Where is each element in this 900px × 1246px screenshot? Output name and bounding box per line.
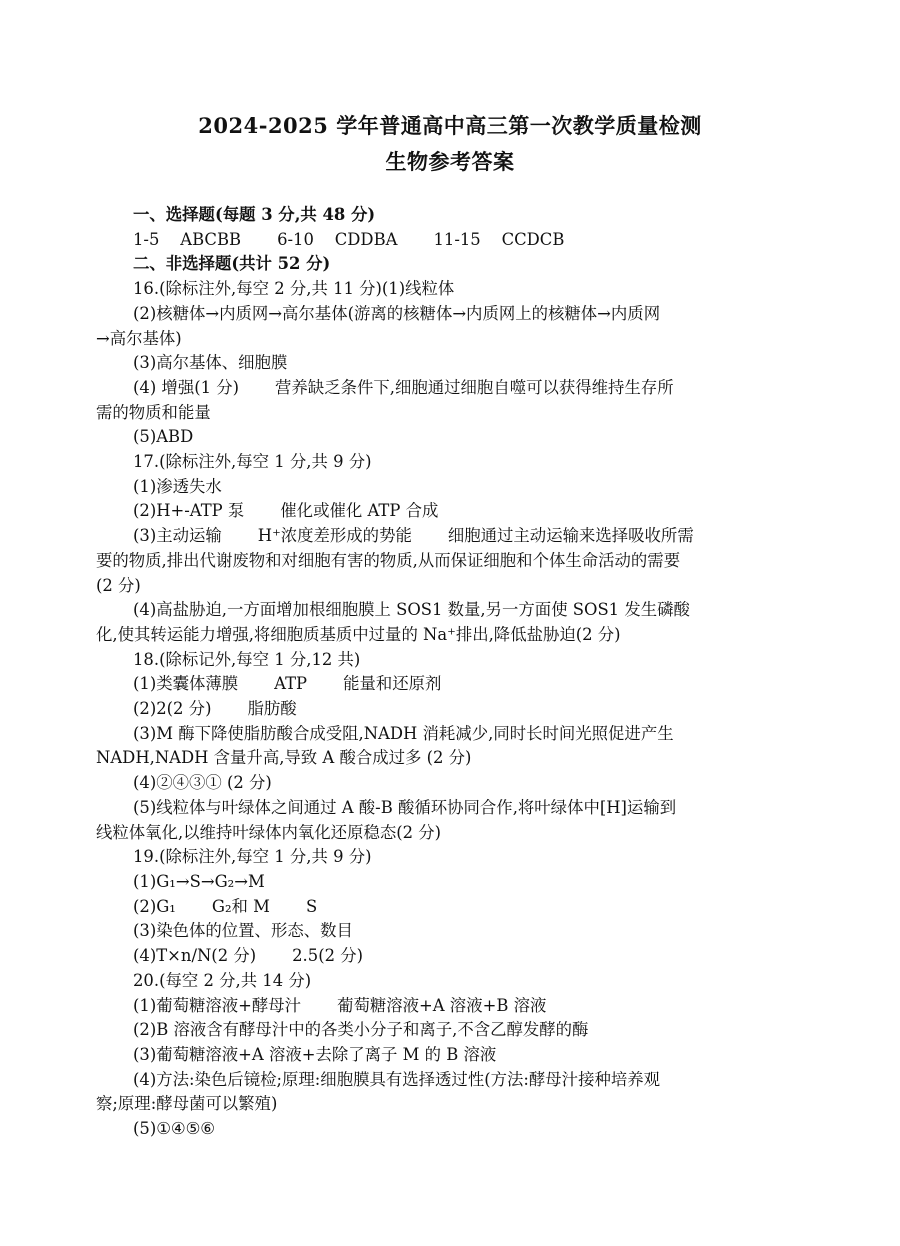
q16-part2-line2: →高尔基体) [96,328,182,348]
q18-part2 [96,697,818,722]
q18-part1-c: 能量和还原剂 [343,674,442,694]
q19-part4-a: (4)T×n/N(2 分) [133,946,257,966]
q16-part3: (3)高尔基体、细胞膜 [133,353,288,373]
q18-part1-b: ATP [274,674,308,694]
q17-part4-line2: 化,使其转运能力增强,将细胞质基质中过量的 Na⁺排出,降低盐胁迫(2 分) [96,624,621,644]
q16-part4-line2: 需的物质和能量 [96,402,211,422]
section1-heading: 一、选择题(每题 3 分,共 48 分) [133,205,376,224]
choice-value-2: CDDBA [334,229,398,249]
q18-part1 [96,672,818,697]
page-subtitle: 生物参考答案 [385,149,515,174]
q19-part2-b: G₂和 M [211,896,270,916]
q19-part4-b: 2.5(2 分) [292,946,364,966]
q17-part2-b: 催化或催化 ATP 合成 [280,501,439,521]
q16-part2-line1: (2)核糖体→内质网→高尔基体(游离的核糖体→内质网上的核糖体→内质网 [133,303,661,323]
q19-head: 19.(除标注外,每空 1 分,共 9 分) [133,847,372,867]
q17-part3-a: (3)主动运输 [133,526,222,546]
answer-body [96,203,818,1142]
q18-part1-a: (1)类囊体薄膜 [133,674,239,694]
q16-part4-b: 营养缺乏条件下,细胞通过细胞自噬可以获得维持生存所 [275,377,674,397]
q16-part4-a: (4) 增强(1 分) [133,377,240,397]
q20-part4-line1: (4)方法:染色后镜检;原理:细胞膜具有选择透过性(方法:酵母汁接种培养观 [133,1069,661,1089]
q19-part2 [96,895,818,920]
choice-value-3: CCDCB [501,229,565,249]
q17-part3-line1 [96,524,818,549]
q19-part2-a: (2)G₁ [133,896,176,916]
choice-range-3: 11-15 [433,229,481,249]
q20-part1-a: (1)葡萄糖溶液+酵母汁 [133,995,302,1015]
q20-part3: (3)葡萄糖溶液+A 溶液+去除了离子 M 的 B 溶液 [133,1044,497,1064]
q17-part3-b: H⁺浓度差形成的势能 [257,526,412,546]
q17-part2-a: (2)H+-ATP 泵 [133,501,245,521]
q18-part5-line1: (5)线粒体与叶绿体之间通过 A 酸-B 酸循环协同合作,将叶绿体中[H]运输到 [133,797,677,817]
q20-part2: (2)B 溶液含有酵母汁中的各类小分子和离子,不含乙醇发酵的酶 [133,1020,589,1040]
q18-head: 18.(除标记外,每空 1 分,12 共) [133,649,361,669]
section2-heading: 二、非选择题(共计 52 分) [133,254,331,274]
q16-head: 16.(除标注外,每空 2 分,共 11 分)(1)线粒体 [133,279,455,299]
q18-part4: (4)②④③① (2 分) [133,773,272,793]
choice-range-1: 1-5 [133,229,160,249]
q20-part1-b: 葡萄糖溶液+A 溶液+B 溶液 [337,995,547,1015]
q17-head: 17.(除标注外,每空 1 分,共 9 分) [133,452,372,472]
q18-part2-a: (2)2(2 分) [133,699,212,719]
q18-part3-line2: NADH,NADH 含量升高,导致 A 酸合成过多 (2 分) [96,748,472,768]
q19-part4 [96,944,818,969]
q18-part5-line2: 线粒体氧化,以维持叶绿体内氧化还原稳态(2 分) [96,822,442,842]
q20-part1 [96,994,818,1019]
q18-part3-line1: (3)M 酶下降使脂肪酸合成受阻,NADH 消耗减少,同时长时间光照促进产生 [133,723,674,743]
q20-head: 20.(每空 2 分,共 14 分) [133,970,312,990]
q16-part4-line1 [96,376,818,401]
q17-part3-c: 细胞通过主动运输来选择吸收所需 [447,526,694,546]
choice-range-2: 6-10 [277,229,314,249]
choice-value-1: ABCBB [180,229,242,249]
q16-part5: (5)ABD [133,427,194,447]
choice-answers [96,228,818,253]
q19-part1: (1)G₁→S→G₂→M [133,871,265,891]
page-title: 2024-2025 学年普通高中高三第一次教学质量检测 [198,113,702,138]
q20-part5: (5)①④⑤⑥ [133,1119,215,1139]
q19-part2-c: S [305,896,318,916]
q17-part3-line2: 要的物质,排出代谢废物和对细胞有害的物质,从而保证细胞和个体生命活动的需要 [96,550,681,570]
q17-part1: (1)渗透失水 [133,476,222,496]
q18-part2-b: 脂肪酸 [247,699,297,719]
q19-part3: (3)染色体的位置、形态、数目 [133,921,353,941]
q17-part4-line1: (4)高盐胁迫,一方面增加根细胞膜上 SOS1 数量,另一方面使 SOS1 发生磷酸 [133,600,690,620]
q17-part2 [96,499,818,524]
q20-part4-line2: 察;原理:酵母菌可以繁殖) [96,1094,278,1114]
q17-part3-line3: (2 分) [96,575,141,595]
